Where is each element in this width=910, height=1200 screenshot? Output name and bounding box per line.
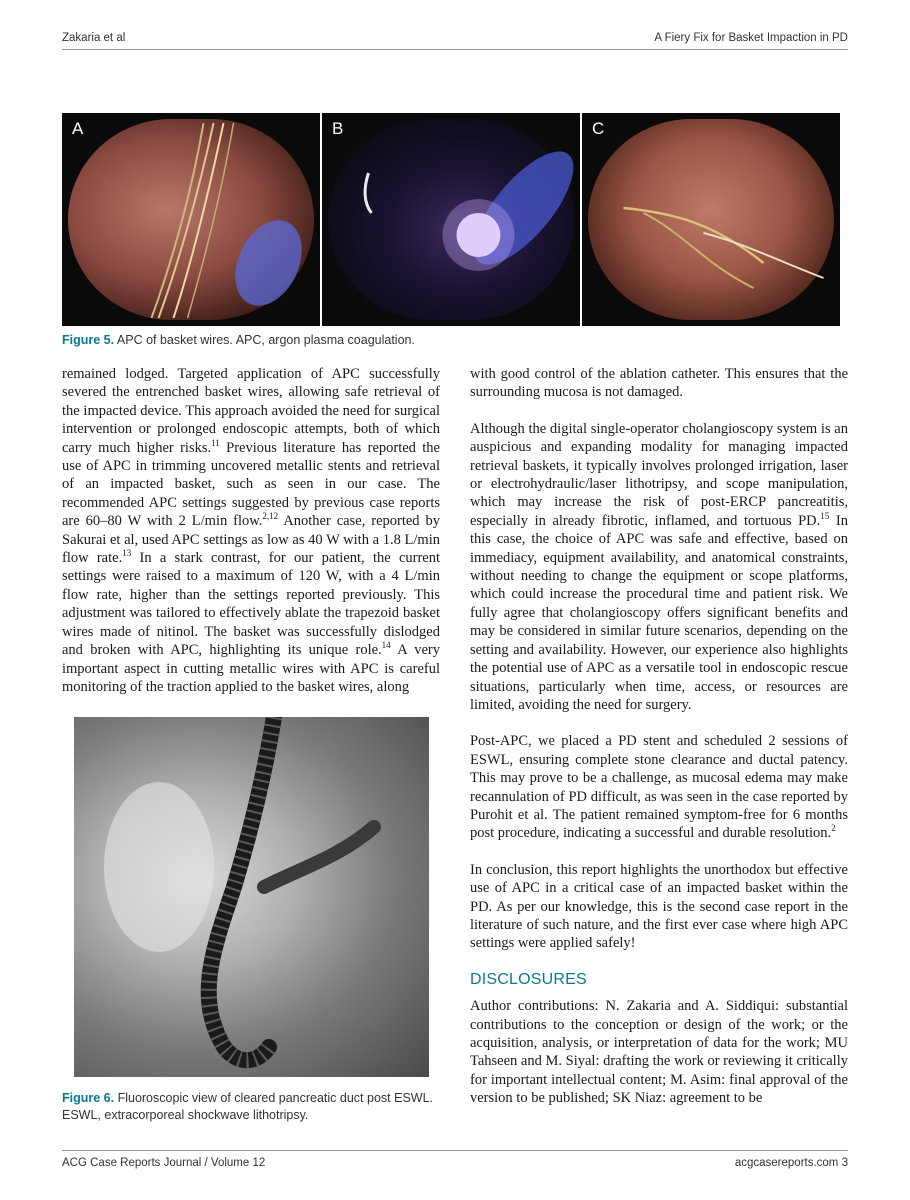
reference-11: 11	[211, 437, 220, 448]
page-number: 3	[841, 1157, 848, 1169]
footer-journal: ACG Case Reports Journal / Volume 12	[62, 1157, 266, 1169]
figure-5-caption	[62, 332, 842, 349]
running-head-authors: Zakaria et al	[62, 32, 126, 44]
right-column	[470, 365, 848, 1126]
fluoroscopy-illustration	[74, 717, 429, 1077]
reference-14: 14	[381, 640, 391, 651]
footer-site-and-page	[735, 1157, 848, 1169]
right-paragraph-5: Author contributions: N. Zakaria and A. Siddiqui: substantial contributions to the conception or design of the work; or the acquisition, analysis, or interpretation of data for the work; MU Tahseen and M. Siyal: drafting the work or reviewing it critically for important intellectual content; M. Asim: final approval of the version to be published; SK Niaz: agreement to be	[470, 998, 848, 1107]
panel-label-a: A	[72, 119, 84, 138]
left-column	[62, 365, 440, 714]
figure-6-caption	[62, 1090, 442, 1124]
reference-13: 13	[122, 548, 132, 559]
figure-6-image	[74, 717, 429, 1077]
panel-label-b: B	[332, 119, 344, 138]
reference-15: 15	[820, 511, 830, 522]
right-paragraph-3: Post-APC, we placed a PD stent and scheduled 2 sessions of ESWL, ensuring complete stone clearance and ductal patency. This may prove to be a challenge, as mucosal edema may make recannulation of PD difficult, as was seen in the case reported by Purohit et al. The patient remained symptom-free for 6 months post procedure, indicating a successful and durable resolution.$^2$	[470, 733, 848, 842]
running-head	[62, 32, 848, 44]
figure-5-panel-c	[582, 113, 840, 326]
figure-5-panel-a	[62, 113, 322, 326]
running-head-title: A Fiery Fix for Basket Impaction in PD	[654, 32, 848, 44]
reference-2-12: 2,12	[262, 511, 279, 522]
left-paragraph-1: remained lodged. Targeted application of APC successfully severed the entrenched basket wires, allowing safe retrieval of the impacted device. This approach avoided the need for surgical intervention or prolonged endoscopic attempts, both of which carry much higher risks.$^{11}$ Previous literature has reported the use of APC in trimming uncovered metallic stents and retrieval of an impacted basket, such as seen in our case. The recommended APC settings suggested by previous case reports are 60–80 W with 2 L/min flow.$^{2,12}$ Another case, reported by Sakurai et al, used APC settings as low as 40 W with a 1.8 L/min flow rate.$^{13}$ In a stark contrast, for our patient, the current settings were raised to a maximum of 120 W, with a 4 L/min flow rate, higher than the settings reported previously. This adjustment was tailored to effectively ablate the trapezoid basket wires made of nitinol. The basket was successfully dislodged and broken with APC, highlighting its unique role.$^{14}$ A very important aspect in cutting metallic wires with APC is careful monitoring of the traction applied to the basket wires, along	[62, 366, 440, 695]
disclosures-heading: DISCLOSURES	[470, 970, 587, 988]
figure-5-image	[62, 113, 840, 326]
reference-2: 2	[831, 823, 836, 834]
footer-divider	[62, 1150, 848, 1151]
right-paragraph-2: Although the digital single-operator cholangioscopy system is an auspicious and expanding modality for managing impacted retrieval baskets, it typically involves prolonged irrigation, laser or electrohydraulic/laser lithotripsy, and scope manipulation, which may increase the risk of post-ERCP pancreatitis, especially in already fibrotic, inflamed, and tortuous PD.$^{15}$ In this case, the choice of APC was safe and effective, based on immediacy, equipment availability, and anatomical constraints, without needing to change the equipment or scope platforms, which could increase the procedural time and patient risk. We fully agree that cholangioscopy offers significant benefits and may be considered in similar future scenarios, depending on the setting and availability. However, our experience also highlights the potential use of APC as a versatile tool in endoscopic rescue situations, particularly when time, access, or resources are limited, avoiding the need for surgery.	[470, 420, 848, 713]
figure-5-caption-text: APC of basket wires. APC, argon plasma coagulation.	[116, 333, 415, 347]
figure-5-label: Figure 5.	[62, 333, 115, 347]
right-paragraph-4: In conclusion, this report highlights the unorthodox but effective use of APC in a critical case of an impacted basket within the PD. As per our knowledge, this is the second case report in the literature of such nature, and the first ever case where high APC settings were applied safely!	[470, 861, 848, 952]
header-divider	[62, 49, 848, 50]
figure-6-caption-text: Fluoroscopic view of cleared pancreatic duct post ESWL. ESWL, extracorporeal shockwave lithotripsy.	[62, 1091, 434, 1122]
severed-wires-illustration-c	[582, 113, 840, 326]
footer	[62, 1157, 848, 1169]
figure-5-panel-b	[322, 113, 582, 326]
right-paragraph-1: with good control of the ablation catheter. This ensures that the surrounding mucosa is not damaged.	[470, 366, 848, 401]
figure-6-label: Figure 6.	[62, 1091, 115, 1105]
apc-flame-illustration-b	[322, 113, 580, 326]
basket-wires-illustration-a	[62, 113, 320, 326]
panel-label-c: C	[592, 119, 605, 138]
footer-url[interactable]: acgcasereports.com	[734, 1157, 839, 1169]
